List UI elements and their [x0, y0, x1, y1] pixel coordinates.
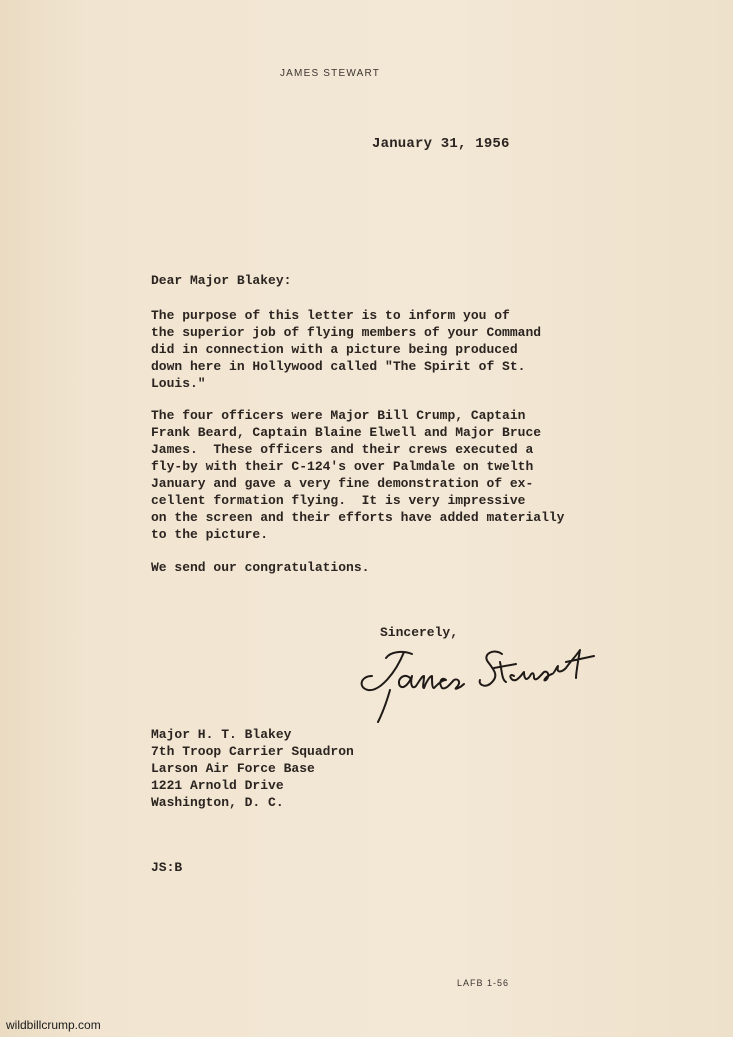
letter-date: January 31, 1956 — [372, 136, 510, 152]
closing: Sincerely, — [380, 625, 459, 640]
form-code: LAFB 1-56 — [457, 978, 510, 988]
handwritten-signature — [350, 632, 630, 727]
body-paragraph-3: We send our congratulations. — [151, 560, 370, 575]
body-paragraph-1: The purpose of this letter is to inform you of the superior job of flying members of your Command did in connection with a picture being produced down here in Hollywood called "The Spirit of St. Louis." — [151, 308, 542, 391]
body-paragraph-2: The four officers were Major Bill Crump, Captain Frank Beard, Captain Blaine Elwell and Major Bruce James. These officers and their crews executed a fly-by with their C-124's over Palmdale on twelth January and gave a very fine demonstration of ex- cellent formation flying. It is very impressive on the screen and their efforts have added materially to the picture. — [151, 408, 565, 542]
typist-initials: JS:B — [151, 860, 183, 875]
recipient-address: Major H. T. Blakey 7th Troop Carrier Squadron Larson Air Force Base 1221 Arnold Drive Washington, D. C. — [151, 727, 354, 810]
site-watermark: wildbillcrump.com — [6, 1018, 101, 1032]
letterhead: JAMES STEWART — [279, 68, 381, 79]
salutation: Dear Major Blakey: — [151, 273, 292, 288]
